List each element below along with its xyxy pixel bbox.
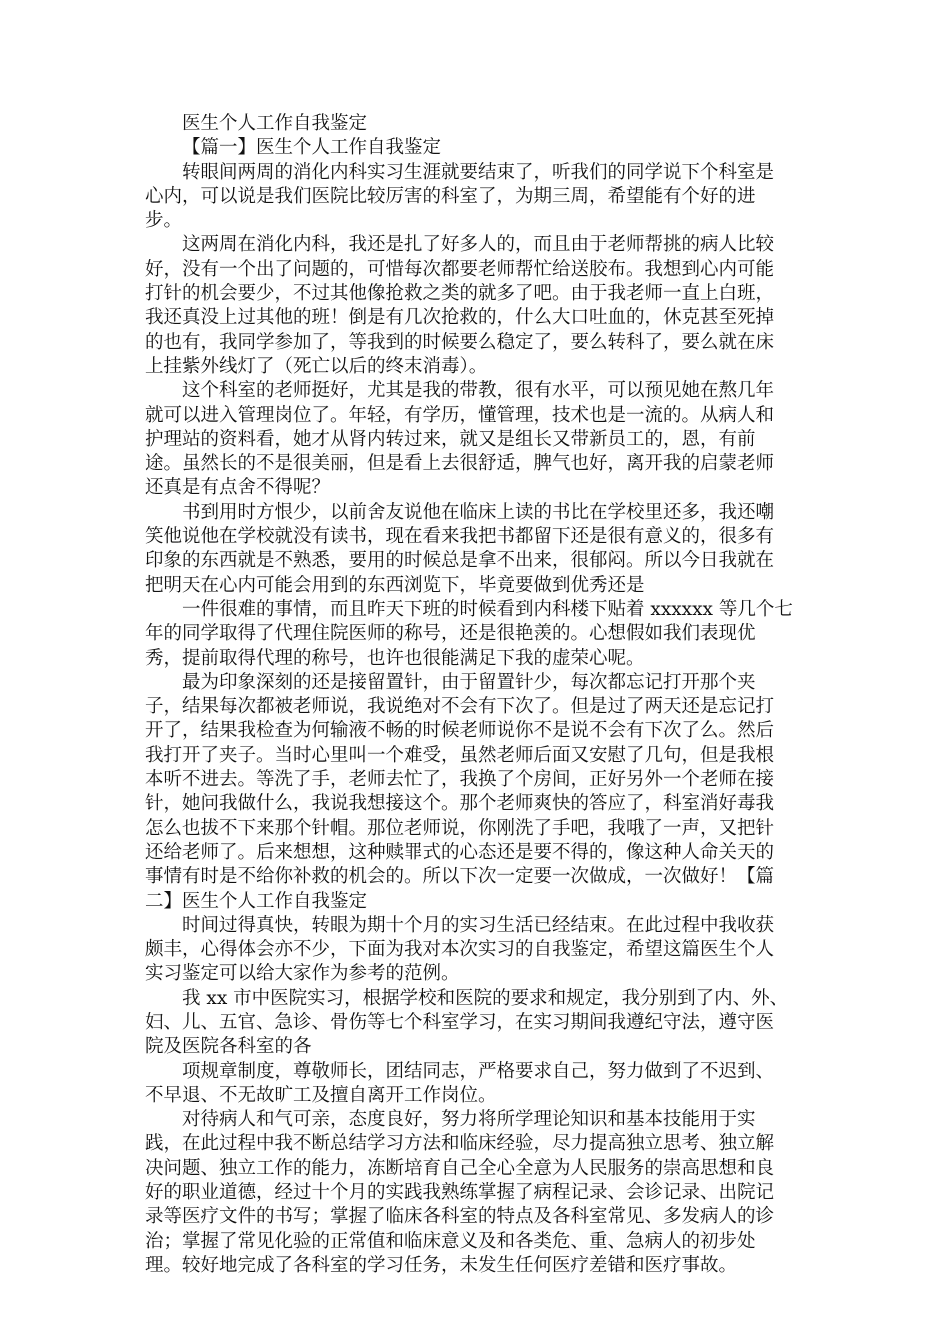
text-line: 事情有时是不给你补救的机会的。所以下次一定要一次做成，一次做好！【篇 [145,866,775,888]
text-line: 把明天在心内可能会用到的东西浏览下，毕竟要做到优秀还是 [145,574,645,596]
text-line: 好的职业道德，经过十个月的实践我熟练掌握了病程记录、会诊记录、出院记 [145,1182,775,1204]
text-line: 年的同学取得了代理住院医师的称号，还是很艳羡的。心想假如我们表现优 [145,623,756,645]
text-line: 院及医院各科室的各 [145,1036,312,1058]
text-line: 笑他说他在学校就没有读书，现在看来我把书都留下还是很有意义的，很多有 [145,526,775,548]
text-line: 上挂紫外线灯了（死亡以后的终末消毒）。 [145,355,488,377]
text-line: 妇、儿、五官、急诊、骨伤等七个科室学习，在实习期间我遵纪守法，遵守医 [145,1011,775,1033]
text-line: 这两周在消化内科，我还是扎了好多人的，而且由于老师帮挑的病人比较 [182,234,775,256]
text-line: 践，在此过程中我不断总结学习方法和临床经验，尽力提高独立思考、独立解 [145,1133,775,1155]
text-line: 好，没有一个出了问题的，可惜每次都要老师帮忙给送胶布。我想到心内可能 [145,258,775,280]
text-line: 印象的东西就是不熟悉，要用的时候总是拿不出来，很郁闷。所以今日我就在 [145,550,775,572]
document-page [145,112,809,1278]
text-line: 录等医疗文件的书写；掌握了临床各科室的特点及各科室常见、多发病人的诊 [145,1206,775,1228]
text-line: 时间过得真快，转眼为期十个月的实习生活已经结束。在此过程中我收获 [182,914,775,936]
text-line: 项规章制度，尊敬师长，团结同志，严格要求自己，努力做到了不迟到、 [182,1060,775,1082]
text-line: 转眼间两周的消化内科实习生涯就要结束了，听我们的同学说下个科室是 [182,161,775,183]
text-line: 开了，结果我检查为何输液不畅的时候老师说你不是说不会有下次了么。然后 [145,720,775,742]
text-line: 我打开了夹子。当时心里叫一个难受，虽然老师后面又安慰了几句，但是我根 [145,744,775,766]
text-line: 打针的机会要少，不过其他像抢救之类的就多了吧。由于我老师一直上白班， [145,283,775,305]
text-line: 最为印象深刻的还是接留置针，由于留置针少，每次都忘记打开那个夹 [182,671,756,693]
text-line: 书到用时方恨少，以前舍友说他在临床上读的书比在学校里还多，我还嘲 [182,501,775,523]
text-line: 心内，可以说是我们医院比较厉害的科室了，为期三周，希望能有个好的进 [145,185,756,207]
text-line: 还给老师了。后来想想，这种赎罪式的心态还是要不得的，像这种人命关天的 [145,841,775,863]
text-line: 这个科室的老师挺好，尤其是我的带教，很有水平，可以预见她在熬几年 [182,380,775,402]
text-line: 途。虽然长的不是很美丽，但是看上去很舒适，脾气也好，离开我的启蒙老师 [145,453,775,475]
text-line: 颇丰，心得体会亦不少，下面为我对本次实习的自我鉴定，希望这篇医生个人 [145,939,775,961]
text-line: 还真是有点舍不得呢？ [145,477,331,499]
text-line: 子，结果每次都被老师说，我说绝对不会有下次了。但是过了两天还是忘记打 [145,696,775,718]
text-line: 本听不进去。等洗了手，老师去忙了，我换了个房间，正好另外一个老师在接 [145,769,775,791]
text-line: 怎么也拔不下来那个针帽。那位老师说，你刚洗了手吧，我哦了一声，又把针 [145,817,775,839]
document-title: 医生个人工作自我鉴定 [182,113,368,134]
text-line: 不早退、不无故旷工及擅自离开工作岗位。 [145,1084,497,1106]
text-line: 护理站的资料看，她才从肾内转过来，就又是组长又带新员工的，恩，有前 [145,428,756,450]
text-line: 【篇一】医生个人工作自我鉴定 [182,137,442,159]
text-line: 针，她问我做什么，我说我想接这个。那个老师爽快的答应了，科室消好毒我 [145,793,775,815]
text-line: 治；掌握了常见化验的正常值和临床意义及和各类危、重、急病人的初步处 [145,1230,756,1252]
text-line: 就可以进入管理岗位了。年轻，有学历，懂管理，技术也是一流的。从病人和 [145,404,775,426]
text-line: 决问题、独立工作的能力，冻断培育自己全心全意为人民服务的崇高思想和良 [145,1157,775,1179]
text-line: 秀，提前取得代理的称号，也许也很能满足下我的虚荣心呢。 [145,647,645,669]
text-line: 二】医生个人工作自我鉴定 [145,890,368,912]
text-line: 对待病人和气可亲，态度良好，努力将所学理论知识和基本技能用于实 [182,1109,756,1131]
text-line: 一件很难的事情，而且昨天下班的时候看到内科楼下贴着 xxxxxx 等几个七 [182,598,793,620]
text-line: 的也有，我同学参加了，等我到的时候要么稳定了，要么转科了，要么就在床 [145,331,775,353]
text-line: 实习鉴定可以给大家作为参考的范例。 [145,963,460,985]
text-line: 理。较好地完成了各科室的学习任务，未发生任何医疗差错和医疗事故。 [145,1254,738,1276]
text-line: 步。 [145,210,183,232]
text-line: 我 xx 市中医院实习，根据学校和医院的要求和规定，我分别到了内、外、 [182,987,789,1009]
text-line: 我还真没上过其他的班！倒是有几次抢救的，什么大口吐血的，休克甚至死掉 [145,307,775,329]
